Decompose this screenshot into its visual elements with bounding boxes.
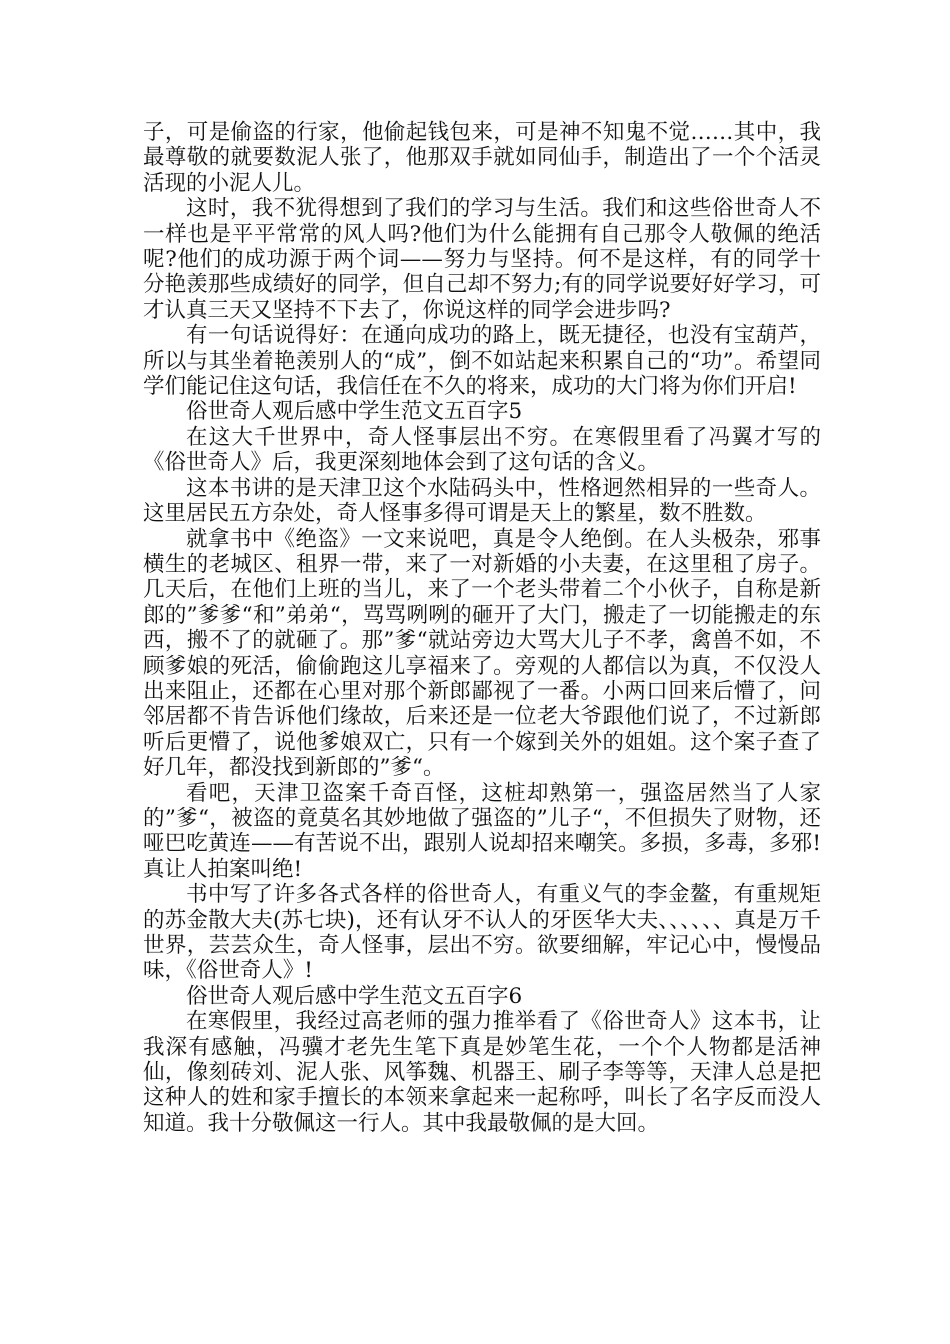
paragraph-continuation: 子，可是偷盗的行家，他偷起钱包来，可是神不知鬼不觉……其中，我最尊敬的就要数泥人张了，他那双手就如同仙手，制造出了一个个活灵活现的小泥人儿。 (143, 120, 821, 196)
paragraph-success-saying: 有一句话说得好：在通向成功的路上，既无捷径，也没有宝葫芦，所以与其坐着艳羡别人的“成”，倒不如站起来积累自己的“功”。希望同学们能记住这句话，我信任在不久的将来，成功的大门将为你们开启! (143, 323, 821, 400)
paragraph-book-summary: 这本书讲的是天津卫这个水陆码头中，性格迥然相异的一些奇人。这里居民五方杂处，奇人怪事多得可谓是天上的繁星，数不胜数。 (143, 475, 821, 527)
document-page (143, 120, 821, 1136)
paragraph-story-comment: 看吧，天津卫盗案千奇百怪，这桩却熟第一，强盗居然当了人家的”爹“，被盗的竟莫名其妙地做了强盗的”儿子“，不但损失了财物，还哑巴吃黄连——有苦说不出，跟别人说却招来嘲笑。多损，多毒，多邪!真让人拍案叫绝! (143, 780, 821, 882)
paragraph-intro-6: 在寒假里，我经过高老师的强力推举看了《俗世奇人》这本书，让我深有感触，冯骥才老先生笔下真是妙笔生花，一个个人物都是活神仙，像刻砖刘、泥人张、风筝魏、机器王、刷子李等等，天津人总是把这种人的姓和家手擅长的本领来拿起来一起称呼，叫长了名字反而没人知道。我十分敬佩这一行人。其中我最敬佩的是大回。 (143, 1009, 821, 1136)
paragraph-jue-dao-story: 就拿书中《绝盗》一文来说吧，真是令人绝倒。在人头极杂，邪事横生的老城区、租界一带，来了一对新婚的小夫妻，在这里租了房子。几天后，在他们上班的当儿，来了一个老头带着二个小伙子，自称是新郎的”爹爹“和”弟弟“，骂骂咧咧的砸开了大门，搬走了一切能搬走的东西，搬不了的就砸了。那”爹“就站旁边大骂大儿子不孝，禽兽不如，不顾爹娘的死活，偷偷跑这儿享福来了。旁观的人都信以为真，不仅没人出来阻止，还都在心里对那个新郎鄙视了一番。小两口回来后懵了，问邻居都不肯告诉他们缘故，后来还是一位老大爷跟他们说了，不过新郎听后更懵了，说他爹娘双亡，只有一个嫁到关外的姐姐。这个案子查了好几年，都没找到新郎的”爹“。 (143, 526, 821, 781)
paragraph-intro-5: 在这大千世界中，奇人怪事层出不穷。在寒假里看了冯翼才写的《俗世奇人》后，我更深刻地体会到了这句话的含义。 (143, 424, 821, 476)
paragraph-study-reflection: 这时，我不犹得想到了我们的学习与生活。我们和这些俗世奇人不一样也是平平常常的风人吗?他们为什么能拥有自己那令人敬佩的绝活呢?他们的成功源于两个词——努力与坚持。何不是这样，有的同学十分艳羡那些成绩好的同学，但自己却不努力;有的同学说要好好学习，可才认真三天又坚持不下去了，你说这样的同学会进步吗? (143, 196, 821, 323)
section-heading-5: 俗世奇人观后感中学生范文五百字5 (186, 399, 523, 425)
paragraph-characters: 书中写了许多各式各样的俗世奇人，有重义气的李金鳌，有重规矩的苏金散大夫(苏七块)，还有认牙不认人的牙医华大夫、、、、、、真是万千世界，芸芸众生，奇人怪事，层出不穷。欲要细解，牢记心中，慢慢品味，《俗世奇人》! (143, 882, 821, 984)
section-heading-6: 俗世奇人观后感中学生范文五百字6 (186, 983, 523, 1009)
